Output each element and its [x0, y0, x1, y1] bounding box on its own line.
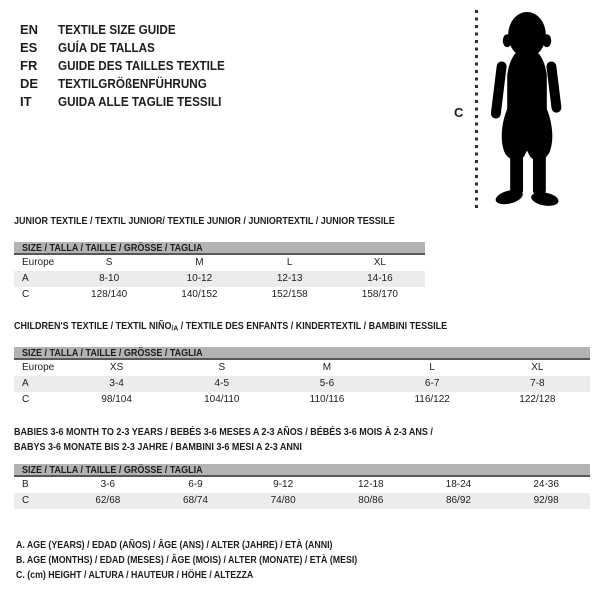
legend-notes	[16, 538, 404, 583]
size-header-bar: SIZE / TALLA / TAILLE / GRÖSSE / TAGLIA	[14, 464, 590, 477]
size-cell: 10-12	[186, 273, 213, 284]
size-cell: 3-4	[109, 378, 124, 389]
size-cell: 86/92	[445, 495, 471, 506]
table-row	[14, 271, 425, 287]
junior-size-table	[14, 242, 425, 303]
size-cell: 152/158	[271, 289, 308, 300]
size-header-bar: SIZE / TALLA / TAILLE / GRÖSSE / TAGLIA	[14, 242, 425, 255]
language-code: IT	[20, 94, 32, 109]
size-cell: 80/86	[358, 495, 384, 506]
size-cell: 140/152	[181, 289, 218, 300]
size-cell: 158/170	[361, 289, 398, 300]
height-measure-line	[475, 10, 478, 208]
row-label-cell: C	[22, 289, 30, 300]
language-title: TEXTILGRÖßENFÜHRUNG	[58, 76, 207, 91]
language-title: GUÍA DE TALLAS	[58, 40, 155, 55]
size-cell: M	[322, 362, 332, 373]
size-cell: 128/140	[91, 289, 128, 300]
row-label-cell: A	[22, 273, 29, 284]
language-title: TEXTILE SIZE GUIDE	[58, 22, 176, 37]
size-cell: 74/80	[270, 495, 296, 506]
table-row	[14, 392, 590, 408]
language-row	[20, 39, 243, 57]
size-cell: 12-18	[358, 479, 384, 490]
size-cell: 4-5	[214, 378, 229, 389]
size-cell: L	[429, 362, 435, 373]
size-cell: 6-9	[188, 479, 203, 490]
size-cell: XL	[373, 257, 386, 268]
size-cell: 110/116	[309, 394, 345, 405]
children-table-title: CHILDREN'S TEXTILE / TEXTIL NIÑO/A / TEXTILE DES ENFANTS / KINDERTEXTIL / BAMBINI TESSILE	[14, 321, 448, 333]
size-cell: 104/110	[204, 394, 240, 405]
size-cell: 14-16	[367, 273, 393, 284]
table-row	[14, 287, 425, 303]
size-cell: 24-36	[533, 479, 559, 490]
size-cell: M	[195, 257, 204, 268]
size-cell: 116/122	[414, 394, 450, 405]
size-cell: L	[286, 257, 293, 268]
row-label-cell: C	[22, 495, 30, 506]
language-code: EN	[20, 22, 39, 37]
size-cell: 122/128	[519, 394, 556, 405]
row-label-cell: B	[22, 479, 29, 490]
size-cell: XL	[531, 362, 544, 373]
size-cell: S	[218, 362, 226, 373]
table-row	[14, 376, 590, 392]
children-size-table	[14, 347, 590, 408]
height-measure-label: C	[454, 105, 464, 120]
language-code: FR	[20, 58, 38, 73]
language-code: DE	[20, 76, 39, 91]
language-title: GUIDA ALLE TAGLIE TESSILI	[58, 94, 222, 109]
size-cell: 5-6	[319, 378, 335, 389]
babies-table-title: BABIES 3-6 MONTH TO 2-3 YEARS / BEBÉS 3-6 MESES A 2-3 AÑOS / BÉBÉS 3-6 MOIS À 2-3 ANS / BABYS 3-6 MONATE BIS 2-3 JAHRE / BAMBINI 3-6 MESI A 2-3 ANNI	[14, 427, 433, 453]
babies-size-table	[14, 464, 590, 509]
size-cell: 98/104	[101, 394, 132, 405]
size-cell: 12-13	[276, 273, 303, 284]
size-cell: 6-7	[424, 378, 440, 389]
size-cell: 68/74	[182, 495, 208, 506]
size-header-bar: SIZE / TALLA / TAILLE / GRÖSSE / TAGLIA	[14, 347, 590, 360]
junior-table-title: JUNIOR TEXTILE / TEXTIL JUNIOR/ TEXTILE JUNIOR / JUNIORTEXTIL / JUNIOR TESSILE	[14, 216, 395, 227]
size-cell: 18-24	[445, 479, 472, 490]
language-row	[20, 75, 243, 93]
size-cell: 9-12	[273, 479, 294, 490]
size-cell: 92/98	[533, 495, 559, 506]
size-cell: XS	[109, 362, 124, 373]
table-row	[14, 255, 425, 271]
language-title: GUIDE DES TAILLES TEXTILE	[58, 58, 225, 73]
baby-silhouette-icon	[482, 10, 574, 208]
row-label-cell: Europe	[22, 257, 55, 268]
size-cell: 3-6	[100, 479, 116, 490]
language-row	[20, 93, 243, 111]
legend-line-c: C. (cm) HEIGHT / ALTURA / HAUTEUR / HÖHE / ALTEZZA	[16, 570, 254, 581]
language-code: ES	[20, 40, 38, 55]
table-row	[14, 360, 590, 376]
language-title-block	[20, 21, 243, 111]
row-label-cell: A	[22, 378, 29, 389]
row-label-cell: C	[22, 394, 30, 405]
language-row	[20, 57, 243, 75]
size-cell: S	[105, 257, 113, 268]
size-cell: 8-10	[99, 273, 120, 284]
table-row	[14, 477, 590, 493]
language-row	[20, 21, 243, 39]
size-cell: 62/68	[95, 495, 121, 506]
legend-line-a: A. AGE (YEARS) / EDAD (AÑOS) / ÂGE (ANS) / ALTER (JAHRE) / ETÀ (ANNI)	[16, 540, 333, 551]
table-row	[14, 493, 590, 509]
row-label-cell: Europe	[22, 362, 55, 373]
size-cell: 7-8	[530, 378, 545, 389]
legend-line-b: B. AGE (MONTHS) / EDAD (MESES) / ÂGE (MOIS) / ALTER (MONATE) / ETÀ (MESI)	[16, 555, 358, 566]
